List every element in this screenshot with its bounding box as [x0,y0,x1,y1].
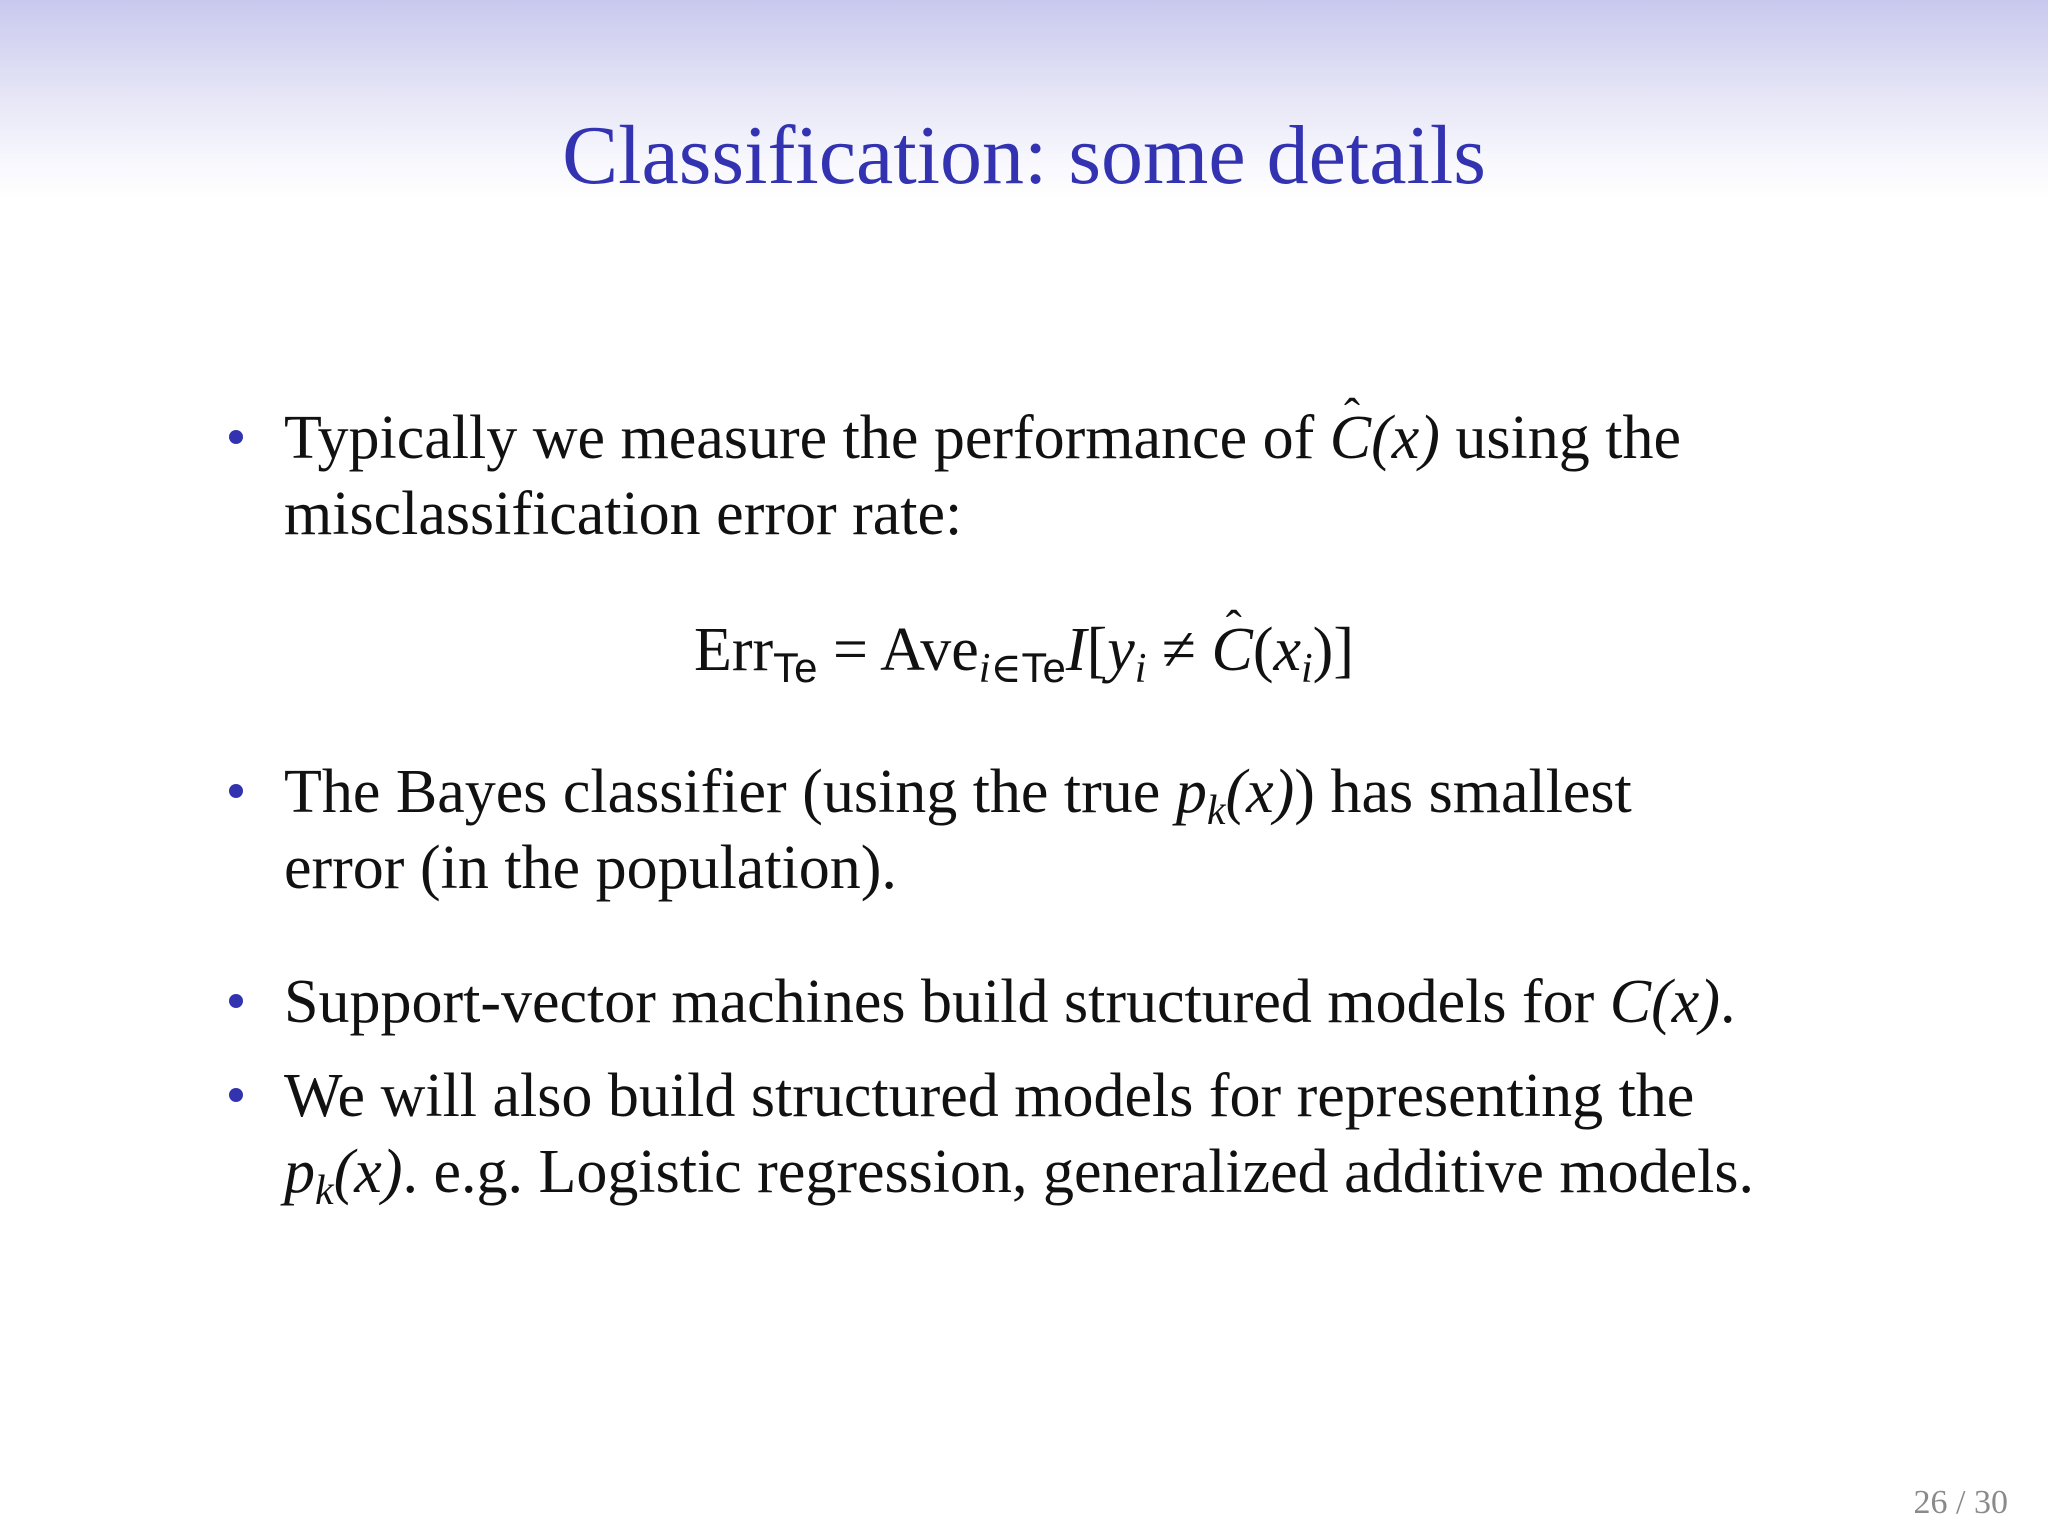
bullet-4-p: p [284,1138,315,1206]
eq-x-sub: i [1301,646,1313,692]
eq-y: y [1107,616,1135,684]
bullet-2-text-before: The Bayes classifier (using the true [284,758,1176,826]
bullet-3-math: C(x) [1609,968,1720,1036]
bullet-marker [229,1088,243,1102]
bullet-marker [229,994,243,1008]
bullet-3-text-before: Support-vector machines build structured models for [284,968,1610,1036]
bullet-2-k: k [1206,788,1226,834]
eq-ave-sub-te: Te [1021,644,1066,691]
bullet-3-text-after: . [1719,968,1736,1036]
eq-x: x [1273,616,1301,684]
bullet-marker [229,784,243,798]
eq-indicator: I [1065,616,1087,684]
bullet-2-line-2: error (in the population). [284,834,897,902]
bullet-marker [229,430,243,444]
eq-c-hat: ˆ C [1211,614,1252,686]
bullet-4-line-2 [284,1136,1754,1214]
eq-err-sub: Te [773,644,818,691]
eq-ave-sub-in: ∈ [990,646,1022,692]
page-number: 26 / 30 [1913,1484,2008,1521]
bullet-3-line-1 [284,966,1735,1038]
eq-ave-sub-i: i [978,646,991,692]
bullet-1-line-2: misclassification error rate: [284,480,963,548]
bullet-4-arg: (x) [333,1138,403,1206]
bullet-2-arg: (x) [1225,758,1295,826]
eq-paren-open: ( [1252,616,1274,684]
bullet-2-text-after: ) has smallest [1294,758,1632,826]
error-rate-equation [0,614,2048,692]
eq-neq: ≠ [1146,616,1212,684]
eq-equals: = [817,616,881,684]
bullet-1-arg: (x) [1371,404,1440,472]
bullet-2-p: p [1175,758,1207,826]
bullet-1-line-1 [284,402,1681,474]
eq-ave: Ave [880,616,979,684]
eq-paren-close: ) [1312,616,1334,684]
slide-title: Classification: some details [562,109,1486,202]
eq-y-sub: i [1134,646,1147,692]
bullet-4-text-after: . e.g. Logistic regression, generalized additive models. [402,1138,1754,1206]
bullet-4-k: k [315,1168,334,1214]
bullet-1-text-before: Typically we measure the performance of [284,404,1330,472]
eq-open-bracket: [ [1086,616,1108,684]
eq-close-bracket: ] [1333,616,1354,684]
c-hat-symbol: ˆ C [1330,402,1371,474]
bullet-4-line-1: We will also build structured models for representing the [284,1062,1695,1130]
bullet-2-line-1 [284,756,1632,834]
bullet-1-text-after: using the [1439,404,1682,472]
eq-err: Err [694,616,774,684]
